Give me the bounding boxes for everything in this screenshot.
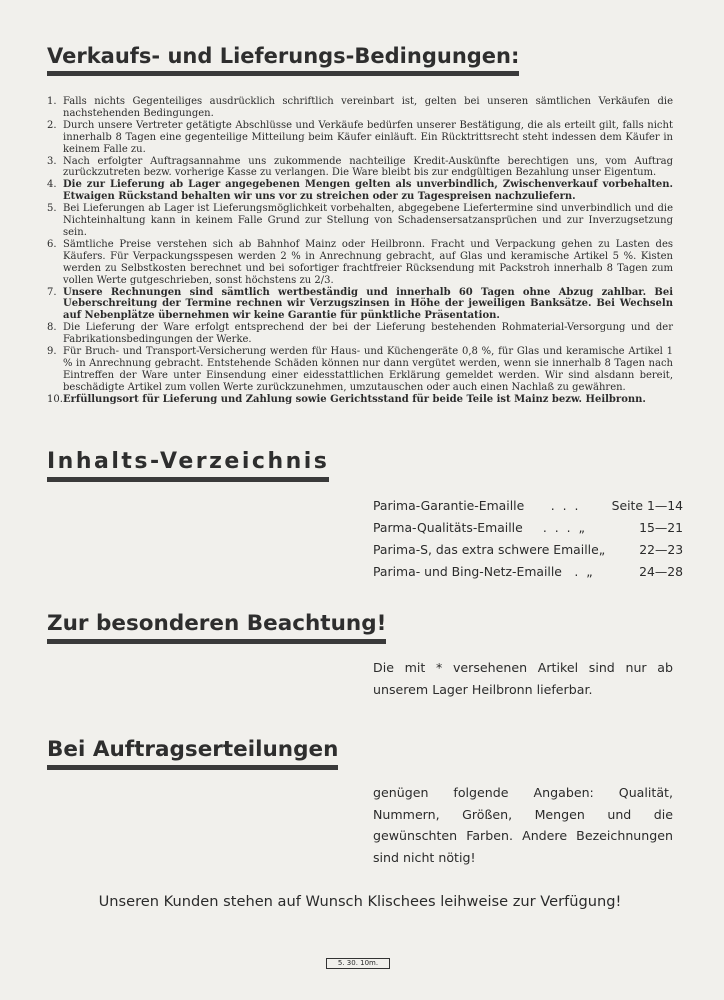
list-item-text: Durch unsere Vertreter getätigte Abschlüsse und Verkäufe bedürfen unserer Bestätigung, die als erteilt gilt, falls nicht innerhalb 8 Tagen eine gegenteilige Mitteilung beim Käufer einläuft. Ein Rücktrittsrecht steht indessen dem Käufer in keinem Falle zu. [63,119,673,155]
list-item [47,394,673,406]
list-item-text: Nach erfolgter Auftragsannahme uns zukommende nachteilige Kredit-Auskünfte berechtigen uns, vom Auftrag zurückzutreten bezw. vorherige Kasse zu verlangen. Die Ware bleibt bis zur endgültigen Bezahlung unser Eigentum. [63,155,673,179]
list-item [47,179,673,203]
toc-entry-leader: . . . [550,497,581,513]
list-item [47,346,673,394]
cliche-notice: Unseren Kunden stehen auf Wunsch Klischees leihweise zur Verfügung! [98,893,622,910]
list-item-number: 6. [47,238,57,250]
list-item [47,203,673,239]
list-item-text: Bei Lieferungen ab Lager ist Lieferungsmöglichkeit vorbehalten, abgegebene Liefertermine sind unverbindlich und die Nichteinhaltung kann in keinem Falle Grund zur Stellung von Schadensersatzansprüchen und zur Inverzugsetzung sein. [63,203,673,238]
table-row [373,516,683,538]
toc-entry-title: Parima-Garantie-Emaille [373,497,525,513]
toc-entry-leader: „ [598,541,608,557]
print-code: 5. 30. 10m. [326,958,390,969]
terms-list [47,96,673,406]
table-row [373,494,683,516]
toc-entry-title: Parima- und Bing-Netz-Emaille [373,563,562,579]
index-heading: Inhalts-Verzeichnis [47,449,329,482]
list-item [47,287,673,323]
list-item-text: Unsere Rechnungen sind sämtlich wertbeständig und innerhalb 60 Tagen ohne Abzug zahlbar. Bei Ueberschreitung der Termine rechnen wir Verzugszinsen in Höhe der jeweiligen Banksätze. Bei Wechseln auf Nebenplätze übernehmen wir keine Garantie für pünktliche Präsentation. [63,286,673,322]
list-item-number: 2. [47,119,57,131]
terms-heading: Verkaufs- und Lieferungs-Bedingungen: [47,44,519,76]
note-heading: Zur besonderen Beachtung! [47,611,386,644]
list-item-number: 8. [47,322,57,334]
toc-entry-pages: 22—23 [639,541,684,557]
list-item [47,239,673,287]
list-item-text: Sämtliche Preise verstehen sich ab Bahnhof Mainz oder Heilbronn. Fracht und Verpackung gehen zu Lasten des Käufers. Für Verpackungsspesen werden 2 % in Anrechnung gebracht, auf Glas und keramische Artikel 5 %. Kisten werden zu Selbstkosten berechnet und bei sofortiger frachtfreier Rücksendung mit Packstroh innerhalb 8 Tagen zum vollen Werte gutgeschrieben, sonst höchstens zu 2/3. [63,238,673,286]
list-item [47,322,673,346]
list-item-text: Die Lieferung der Ware erfolgt entsprechend der bei der Lieferung bestehenden Rohmaterial-Versorgung und der Fabrikationsbedingungen der Werke. [63,322,673,346]
list-item-number: 4. [47,179,57,191]
list-item [47,96,673,120]
list-item-text: Für Bruch- und Transport-Versicherung werden für Haus- und Küchengeräte 0,8 %, für Glas und keramische Artikel 1 % in Anrechnung gebracht. Entstehende Schäden können nur dann vergütet werden, wenn sie innerhalb 8 Tagen nach Eintreffen der Ware unter Einsendung einer eidesstattlichen Erklärung gemeldet werden. Wir sind alsdann bereit, beschädigte Artikel zum vollen Werte zurückzunehmen, umzutauschen oder auch einen Nachlaß zu gewähren. [63,346,673,393]
table-row [373,560,683,582]
list-item-number: 5. [47,203,57,215]
toc-entry-pages: Seite 1—14 [611,497,683,513]
order-heading: Bei Auftragserteilungen [47,737,338,770]
table-row [373,538,683,560]
list-item-number: 7. [47,286,57,298]
toc-entry-leader: . „ [574,563,595,579]
list-item-number: 1. [47,96,57,107]
list-item-text: Die zur Lieferung ab Lager angegebenen Mengen gelten als unverbindlich, Zwischenverkauf vorbehalten. Etwaigen Rückstand behalten wir uns vor zu streichen oder zu Tagespreisen nachzuliefern. [63,179,673,203]
list-item-text: Erfüllungsort für Lieferung und Zahlung sowie Gerichtsstand für beide Teile ist Mainz bezw. Heilbronn. [63,393,646,405]
toc-entry-pages: 24—28 [639,563,683,579]
list-item-text: Falls nichts Gegenteiliges ausdrücklich schriftlich vereinbart ist, gelten bei unseren sämtlichen Verkäufen die nachstehenden Bedingungen. [63,96,673,119]
toc-entry-title: Parma-Qualitäts-Emaille [373,519,523,535]
list-item [47,120,673,156]
table-of-contents [373,494,683,582]
toc-entry-pages: 15—21 [639,519,683,535]
order-text: genügen folgende Angaben: Qualität, Nummern, Größen, Mengen und die gewünschten Farben. Andere Bezeichnungen sind nicht nötig! [373,785,673,865]
toc-entry-leader: . . . „ [542,519,587,535]
list-item-number: 10. [47,393,63,405]
list-item [47,156,673,180]
note-text: Die mit * versehenen Artikel sind nur ab unserem Lager Heilbronn lieferbar. [373,660,673,697]
list-item-number: 3. [47,155,57,167]
list-item-number: 9. [47,346,57,358]
toc-entry-title: Parima-S, das extra schwere Emaille [373,541,599,557]
